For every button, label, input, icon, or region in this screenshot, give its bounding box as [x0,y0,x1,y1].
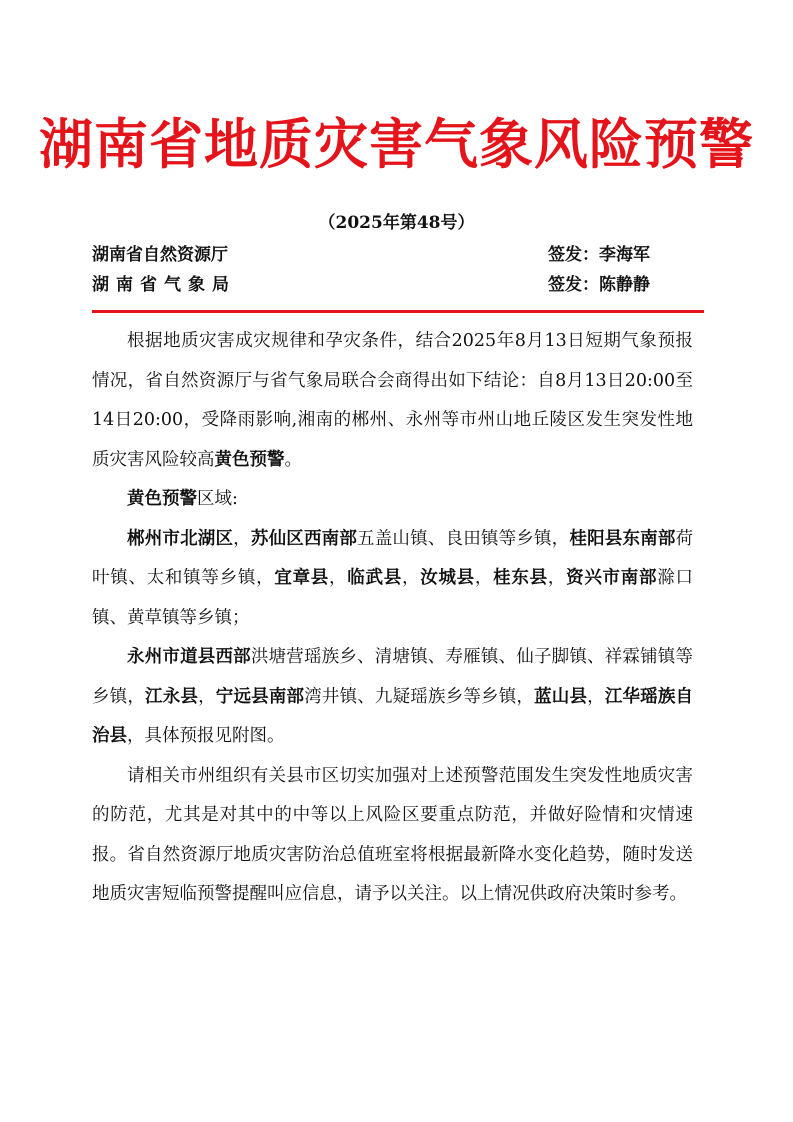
header-divider [92,310,704,313]
region-text: ， [329,568,348,588]
region-name: 汝城县 [420,568,475,588]
region-name: 蓝山县 [534,686,588,707]
paragraph-yongzhou [92,638,693,757]
region-name: 桂东县 [493,568,548,588]
intro-end: 。 [284,449,302,470]
area-heading-bold: 黄色预警 [127,489,197,509]
paragraph-area-heading [92,480,693,520]
region-name: 苏仙区西南部 [250,528,358,549]
issuer-org-1: 湖南省自然资源厅 [92,245,228,265]
region-text: ， [547,568,567,588]
paragraph-guidance: 请相关市州组织有关县市区切实加强对上述预警范围发生突发性地质灾害的防范，尤其是对其中的中等以上风险区要重点防范，并做好险情和灾情速报。省自然资源厅地质灾害防治总值班室将根据最新降水变化趋势，随时发送地质灾害短临预警提醒叫应信息，请予以关注。以上情况供政府决策时参考。 [92,765,693,904]
signer-name-1: 李海军 [599,245,650,265]
region-text: 湾井镇、九疑瑶族乡等乡镇， [304,686,535,707]
intro-text: 根据地质灾害成灾规律和孕灾条件，结合2025年8月13日短期气象预报情况，省自然资源厅与省气象局联合会商得出如下结论：自8月13日20:00至14日20:00，受降雨影响,湘南的郴州、永州等市州山地丘陵区发生突发性地质灾害风险较高 [92,331,693,470]
warning-level: 黄色预警 [214,449,285,470]
sign-label-2: 签发： [548,275,599,295]
issuer-org-2: 湖南省气象局 [92,275,236,295]
document-body [92,322,693,915]
region-text: 滁口镇、黄草镇等乡镇； [92,568,693,628]
region-name: 江永县 [145,686,199,707]
signer-line-2 [548,271,650,299]
signer-line-1 [548,241,650,269]
region-text: ， [401,568,421,588]
region-name: 郴州市北湖区 [127,528,234,549]
region-text: ， [233,528,251,549]
region-text: ，具体预报见附图。 [127,726,285,746]
document-title: 湖南省地质灾害气象风险预警 [39,112,754,176]
region-name: 江华瑶族自治县 [92,686,694,746]
signer-name-2: 陈静静 [599,275,650,295]
region-text: ， [587,686,605,707]
sign-label-1: 签发： [548,245,599,265]
paragraph-chenzhou [92,520,693,639]
region-name: 宜章县 [274,568,330,588]
region-text: 荷叶镇、太和镇等乡镇， [92,528,694,588]
area-heading-text: 区域: [197,489,238,509]
issue-number: （2025年第48号） [318,213,475,233]
region-name: 宁远县南部 [215,686,305,707]
region-text: ， [474,568,494,588]
paragraph-intro [92,322,693,480]
region-name: 临武县 [347,568,402,588]
region-text: ， [198,686,216,707]
region-text: 五盖山镇、良田镇等乡镇， [357,528,570,549]
region-name: 永州市道县西部 [127,647,251,667]
region-name: 资兴市南部 [566,568,658,588]
region-name: 桂阳县东南部 [569,528,676,549]
region-text: 洪塘营瑶族乡、清塘镇、寿雁镇、仙子脚镇、祥霖铺镇等乡镇， [92,647,694,707]
